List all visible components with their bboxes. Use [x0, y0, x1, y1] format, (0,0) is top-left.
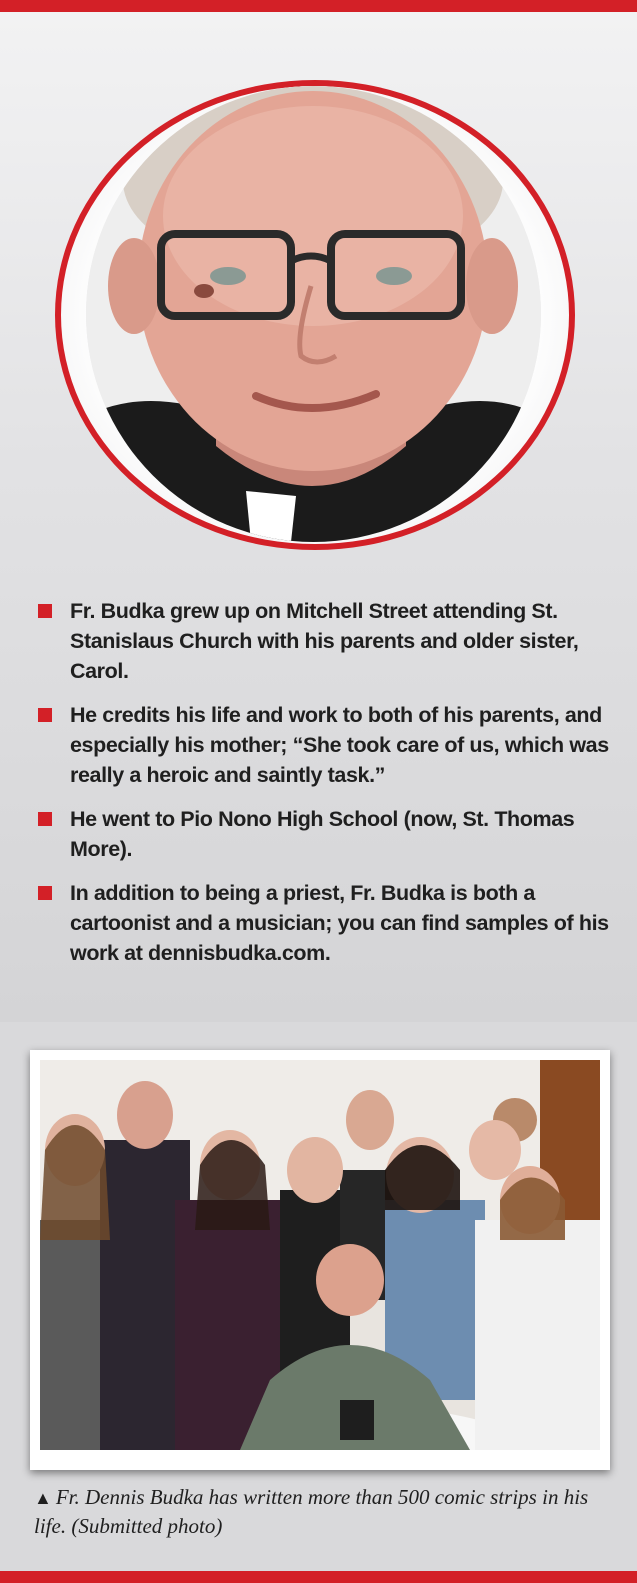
square-bullet-icon [38, 604, 52, 618]
fact-text: He credits his life and work to both of his parents, and especially his mother; “She took care of us, which was really a heroic and saintly task.” [70, 703, 609, 787]
fact-text: Fr. Budka grew up on Mitchell Street attending St. Stanislaus Church with his parents and older sister, Carol. [70, 599, 579, 683]
fact-text: He went to Pio Nono High School (now, St. Thomas More). [70, 807, 575, 861]
square-bullet-icon [38, 886, 52, 900]
square-bullet-icon [38, 812, 52, 826]
fact-item [38, 596, 618, 686]
group-photo [40, 1060, 600, 1450]
fact-text: In addition to being a priest, Fr. Budka is both a cartoonist and a musician; you can find samples of his work at dennisbudka.com. [70, 881, 609, 965]
top-accent-rule [0, 0, 637, 12]
bottom-accent-rule [0, 1571, 637, 1583]
caption-triangle-icon: ▲ [34, 1488, 52, 1508]
photo-caption [34, 1483, 614, 1540]
fact-item [38, 700, 618, 790]
portrait-photo [86, 86, 541, 542]
square-bullet-icon [38, 708, 52, 722]
caption-text: Fr. Dennis Budka has written more than 500 comic strips in his life. (Submitted photo) [34, 1485, 589, 1538]
fact-list [38, 596, 618, 982]
fact-item [38, 804, 618, 864]
fact-item [38, 878, 618, 968]
